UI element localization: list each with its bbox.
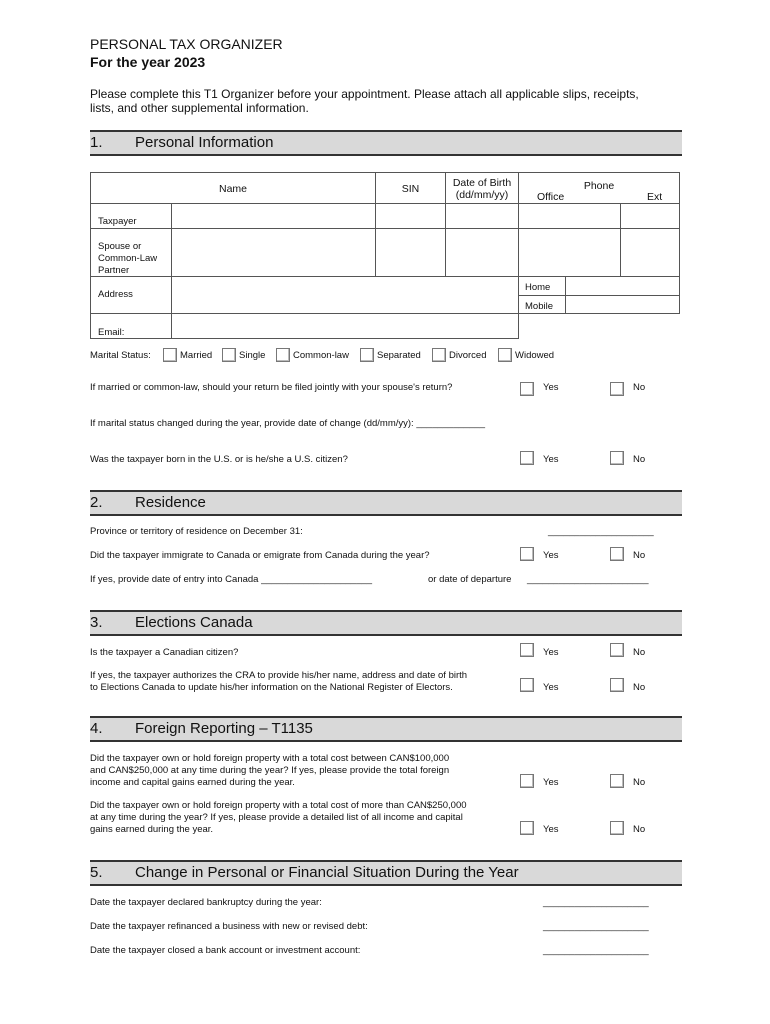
office-column-header: Office bbox=[537, 191, 565, 203]
single-checkbox[interactable] bbox=[222, 348, 236, 362]
us-citizen-question: Was the taxpayer born in the U.S. or is he/she a U.S. citizen? bbox=[90, 454, 348, 465]
elections-authorize-yes-label: Yes bbox=[543, 682, 559, 693]
married-label: Married bbox=[180, 350, 213, 361]
canadian-citizen-yes-label: Yes bbox=[543, 647, 559, 658]
us-citizen-no-label: No bbox=[633, 454, 646, 465]
foreign-property-q1-line-2: and CAN$250,000 at any time during the year? If yes, please provide the total foreign bbox=[90, 765, 450, 776]
name-column-header: Name bbox=[218, 183, 247, 195]
section-3-number: 3. bbox=[90, 614, 103, 631]
joint-filing-no-checkbox[interactable] bbox=[610, 382, 624, 396]
spouse-office-phone-field[interactable] bbox=[518, 228, 621, 277]
marital-change-question: If marital status changed during the year, provide date of change (dd/mm/yy): _____________ bbox=[90, 418, 486, 429]
foreign-property-q2-line-3: gains earned during the year. bbox=[90, 824, 214, 835]
spouse-label-line-2: Common-Law bbox=[98, 253, 158, 264]
refinance-date-blank[interactable]: ____________________ bbox=[543, 921, 649, 932]
joint-filing-no-label: No bbox=[633, 382, 646, 393]
spouse-label-cell bbox=[90, 228, 172, 277]
address-field[interactable] bbox=[171, 276, 519, 314]
foreign-property-q2-no-label: No bbox=[633, 824, 646, 835]
section-3-header bbox=[90, 610, 682, 636]
phone-column-header: Phone bbox=[583, 180, 615, 192]
section-2-title: Residence bbox=[135, 494, 206, 511]
foreign-property-q2-no-checkbox[interactable] bbox=[610, 821, 624, 835]
dob-format-hint: (dd/mm/yy) bbox=[455, 189, 509, 201]
foreign-property-q1-line-1: Did the taxpayer own or hold foreign property with a total cost between CAN$100,000 bbox=[90, 753, 450, 764]
elections-authorize-yes-checkbox[interactable] bbox=[520, 678, 534, 692]
foreign-property-q2-line-1: Did the taxpayer own or hold foreign property with a total cost of more than CAN$250,000 bbox=[90, 800, 467, 811]
joint-filing-question: If married or common-law, should your return be filed jointly with your spouse's return? bbox=[90, 382, 453, 393]
section-5-title: Change in Personal or Financial Situation During the Year bbox=[135, 864, 519, 881]
immigrate-yes-label: Yes bbox=[543, 550, 559, 561]
joint-filing-yes-label: Yes bbox=[543, 382, 559, 393]
section-1-title: Personal Information bbox=[135, 134, 274, 151]
spouse-sin-field[interactable] bbox=[375, 228, 446, 277]
immigrate-no-checkbox[interactable] bbox=[610, 547, 624, 561]
foreign-property-q1-yes-label: Yes bbox=[543, 777, 559, 788]
spouse-dob-field[interactable] bbox=[445, 228, 519, 277]
section-4-number: 4. bbox=[90, 720, 103, 737]
us-citizen-yes-checkbox[interactable] bbox=[520, 451, 534, 465]
section-4-title: Foreign Reporting – T1135 bbox=[135, 720, 313, 737]
taxpayer-name-field[interactable] bbox=[171, 203, 376, 229]
spouse-label-line-3: Partner bbox=[98, 265, 130, 276]
us-citizen-yes-label: Yes bbox=[543, 454, 559, 465]
section-1-number: 1. bbox=[90, 134, 103, 151]
section-1-header bbox=[90, 130, 682, 156]
immigrate-yes-checkbox[interactable] bbox=[520, 547, 534, 561]
section-4-header bbox=[90, 716, 682, 742]
address-label: Address bbox=[98, 289, 133, 300]
document-year: For the year 2023 bbox=[90, 54, 206, 70]
common-law-checkbox[interactable] bbox=[276, 348, 290, 362]
joint-filing-yes-checkbox[interactable] bbox=[520, 382, 534, 396]
elections-authorize-no-label: No bbox=[633, 682, 646, 693]
departure-date-blank[interactable]: _______________________ bbox=[527, 574, 649, 585]
foreign-property-q1-yes-checkbox[interactable] bbox=[520, 774, 534, 788]
taxpayer-office-phone-field[interactable] bbox=[518, 203, 621, 229]
mobile-phone-field[interactable] bbox=[565, 295, 680, 314]
divorced-checkbox[interactable] bbox=[432, 348, 446, 362]
foreign-property-q2-line-2: at any time during the year? If yes, please provide a detailed list of all income and capital bbox=[90, 812, 463, 823]
bankruptcy-date-blank[interactable]: ____________________ bbox=[543, 897, 649, 908]
elections-authorize-no-checkbox[interactable] bbox=[610, 678, 624, 692]
sin-header-cell bbox=[375, 172, 446, 204]
separated-checkbox[interactable] bbox=[360, 348, 374, 362]
phone-header-cell bbox=[518, 172, 680, 204]
married-checkbox[interactable] bbox=[163, 348, 177, 362]
spouse-ext-field[interactable] bbox=[620, 228, 680, 277]
single-label: Single bbox=[239, 350, 266, 361]
email-label: Email: bbox=[98, 327, 125, 338]
taxpayer-ext-field[interactable] bbox=[620, 203, 680, 229]
home-phone-field[interactable] bbox=[565, 276, 680, 296]
home-phone-label: Home bbox=[525, 282, 551, 293]
intro-line-2: lists, and other supplemental information. bbox=[90, 101, 309, 115]
foreign-property-q2-yes-checkbox[interactable] bbox=[520, 821, 534, 835]
closed-account-date-blank[interactable]: ____________________ bbox=[543, 945, 649, 956]
marital-status-label: Marital Status: bbox=[90, 350, 151, 361]
immigrate-no-label: No bbox=[633, 550, 646, 561]
section-5-number: 5. bbox=[90, 864, 103, 881]
taxpayer-dob-field[interactable] bbox=[445, 203, 519, 229]
taxpayer-label-cell bbox=[90, 203, 172, 229]
bankruptcy-date-question: Date the taxpayer declared bankruptcy during the year: bbox=[90, 897, 322, 908]
spouse-name-field[interactable] bbox=[171, 228, 376, 277]
elections-authorize-line-1: If yes, the taxpayer authorizes the CRA to provide his/her name, address and date of birth bbox=[90, 670, 468, 681]
dob-header-cell bbox=[445, 172, 519, 204]
departure-date-label: or date of departure bbox=[428, 574, 512, 585]
widowed-checkbox[interactable] bbox=[498, 348, 512, 362]
intro-line-1: Please complete this T1 Organizer before your appointment. Please attach all applicable slips, receipts, bbox=[90, 87, 639, 101]
province-question: Province or territory of residence on December 31: bbox=[90, 526, 303, 537]
us-citizen-no-checkbox[interactable] bbox=[610, 451, 624, 465]
email-label-cell bbox=[90, 313, 172, 339]
address-label-cell bbox=[90, 276, 172, 314]
foreign-property-q1-no-checkbox[interactable] bbox=[610, 774, 624, 788]
immigrate-question: Did the taxpayer immigrate to Canada or emigrate from Canada during the year? bbox=[90, 550, 430, 561]
separated-label: Separated bbox=[377, 350, 421, 361]
closed-account-date-question: Date the taxpayer closed a bank account or investment account: bbox=[90, 945, 361, 956]
dob-column-header: Date of Birth bbox=[452, 177, 512, 189]
entry-date-question: If yes, provide date of entry into Canada _____________________ bbox=[90, 574, 373, 585]
ext-column-header: Ext bbox=[647, 191, 663, 203]
foreign-property-q1-line-3: income and capital gains earned during the year. bbox=[90, 777, 295, 788]
elections-authorize-line-2: to Elections Canada to update his/her information on the National Register of Electors. bbox=[90, 682, 453, 693]
name-header-cell bbox=[90, 172, 376, 204]
foreign-property-q1-no-label: No bbox=[633, 777, 646, 788]
canadian-citizen-question: Is the taxpayer a Canadian citizen? bbox=[90, 647, 239, 658]
mobile-label-cell bbox=[518, 295, 566, 314]
section-3-title: Elections Canada bbox=[135, 614, 253, 631]
email-field[interactable] bbox=[171, 313, 519, 339]
taxpayer-label: Taxpayer bbox=[98, 216, 137, 227]
widowed-label: Widowed bbox=[515, 350, 555, 361]
province-blank[interactable]: ____________________ bbox=[548, 526, 654, 537]
home-label-cell bbox=[518, 276, 566, 296]
mobile-phone-label: Mobile bbox=[525, 301, 553, 312]
canadian-citizen-yes-checkbox[interactable] bbox=[520, 643, 534, 657]
common-law-label: Common-law bbox=[293, 350, 349, 361]
refinance-date-question: Date the taxpayer refinanced a business with new or revised debt: bbox=[90, 921, 368, 932]
section-2-number: 2. bbox=[90, 494, 103, 511]
section-5-header bbox=[90, 860, 682, 886]
taxpayer-sin-field[interactable] bbox=[375, 203, 446, 229]
canadian-citizen-no-checkbox[interactable] bbox=[610, 643, 624, 657]
foreign-property-q2-yes-label: Yes bbox=[543, 824, 559, 835]
divorced-label: Divorced bbox=[449, 350, 487, 361]
spouse-label-line-1: Spouse or bbox=[98, 241, 142, 252]
section-2-header bbox=[90, 490, 682, 516]
document-title: PERSONAL TAX ORGANIZER bbox=[90, 36, 283, 52]
sin-column-header: SIN bbox=[401, 183, 420, 195]
canadian-citizen-no-label: No bbox=[633, 647, 646, 658]
